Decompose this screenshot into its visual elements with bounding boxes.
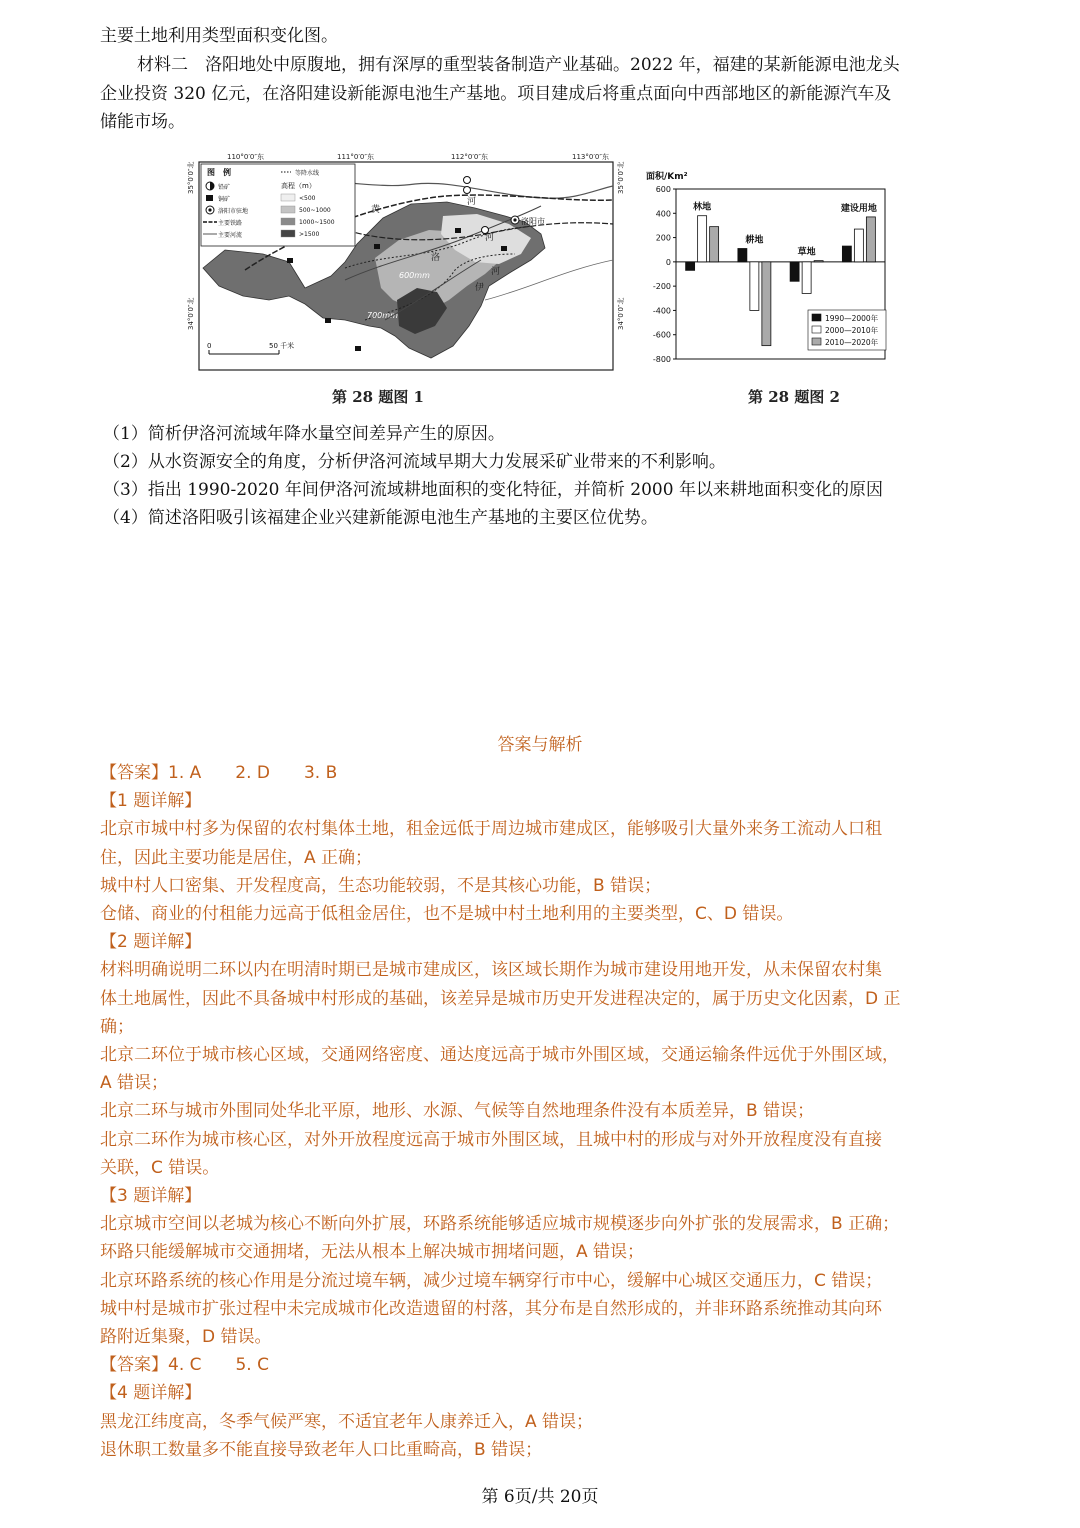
material-line-0: 主要土地利用类型面积变化图。 bbox=[100, 26, 338, 46]
lon-label: 112°0′0″东 bbox=[451, 153, 488, 161]
copper-mine-icon bbox=[455, 228, 461, 233]
answer-line: 环路只能缓解城市交通拥堵，无法从根本上解决城市拥堵问题，A 错误； bbox=[100, 1242, 645, 1263]
lead-mine-icon bbox=[464, 187, 471, 194]
bar-0-2 bbox=[710, 227, 719, 262]
category-label: 建设用地 bbox=[840, 203, 877, 214]
answer-line: 北京城市空间以老城为核心不断向外扩展，环路系统能够适应城市规模逐步向外扩张的发展需求，B 正确； bbox=[100, 1214, 900, 1235]
lon-label: 113°0′0″东 bbox=[572, 153, 609, 161]
question-3: （3）指出 1990-2020 年间伊洛河流域耕地面积的变化特征，并简析 2000 年以来耕地面积变化的原因 bbox=[103, 480, 883, 500]
material-line-3: 储能市场。 bbox=[100, 112, 185, 132]
legend-swatch bbox=[812, 338, 821, 345]
lat-label: 35°0′0″北 bbox=[617, 161, 625, 194]
y-tick-label: -400 bbox=[652, 306, 671, 316]
bar-2-2 bbox=[814, 261, 823, 262]
legend-label: 2000—2010年 bbox=[825, 326, 879, 335]
bar-3-0 bbox=[842, 246, 851, 262]
answer-line: 北京环路系统的核心作用是分流过境车辆，减少过境车辆穿行市中心，缓解中心城区交通压力，C 错误； bbox=[100, 1270, 883, 1291]
legend-item: 等降水线 bbox=[295, 170, 320, 177]
answer-line: 北京二环位于城市核心区域，交通网络密度、通达度远高于城市外围区域，交通运输条件远优于外围区域， bbox=[100, 1045, 899, 1065]
bar-1-1 bbox=[750, 262, 759, 311]
answer-line: 黑龙江纬度高，冬季气候严寒，不适宜老年人康养迁入，A 错误； bbox=[100, 1411, 594, 1432]
bar-0-1 bbox=[698, 216, 707, 262]
river-label: 洛 bbox=[431, 253, 441, 263]
question-1: （1）简析伊洛河流域年降水量空间差异产生的原因。 bbox=[103, 424, 505, 444]
bar-3-2 bbox=[866, 217, 875, 262]
y-tick-label: -800 bbox=[652, 355, 671, 364]
answer-line: 北京市城中村多为保留的农村集体土地，租金远低于周边城市建成区，能够吸引大量外来务工流动人口租 bbox=[100, 819, 882, 840]
river-label: 伊 bbox=[475, 283, 485, 293]
answer-line: 退休职工数量多不能直接导致老年人口比重畸高，B 错误； bbox=[100, 1439, 543, 1460]
answer-line: 住，因此主要功能是居住，A 正确； bbox=[100, 847, 373, 868]
legend-swatch bbox=[812, 314, 821, 321]
isohyet-label: 600mm bbox=[399, 271, 430, 280]
y-tick-label: -200 bbox=[652, 282, 671, 292]
elevation-class: 1000~1500 bbox=[299, 219, 335, 226]
river-label: 河 bbox=[491, 267, 501, 277]
answer-line: 【3 题详解】 bbox=[100, 1186, 202, 1206]
legend-item: 洛阳市驻地 bbox=[218, 208, 249, 215]
city-label: 洛阳市 bbox=[521, 217, 545, 226]
material-line-2: 企业投资 320 亿元，在洛阳建设新能源电池生产基地。项目建成后将重点面向中西部地区的新能源汽车及 bbox=[100, 84, 892, 104]
bar-0-0 bbox=[686, 262, 695, 271]
legend-label: 2010—2020年 bbox=[825, 338, 879, 347]
bar-3-1 bbox=[854, 229, 863, 262]
scale-label: 50 千米 bbox=[269, 342, 295, 350]
answer-line: 【2 题详解】 bbox=[100, 932, 202, 953]
lat-label: 35°0′0″北 bbox=[187, 161, 195, 194]
legend-item: 铅矿 bbox=[218, 184, 231, 191]
answer-line: 【4 题详解】 bbox=[100, 1383, 202, 1404]
legend-label: 1990—2000年 bbox=[825, 314, 879, 323]
lat-label: 34°0′0″北 bbox=[187, 297, 195, 330]
legend-item: 主要铁路 bbox=[218, 220, 243, 227]
answer-line: 路附近集聚，D 错误。 bbox=[100, 1327, 272, 1347]
page-footer: 第 6页/共 20页 bbox=[481, 1487, 599, 1507]
legend-swatch bbox=[812, 326, 821, 333]
figure-1-map bbox=[185, 150, 625, 375]
figure-2-bar-chart bbox=[640, 163, 900, 373]
lon-label: 110°0′0″东 bbox=[227, 153, 264, 161]
bar-2-1 bbox=[802, 262, 811, 294]
answer-line: 【答案】1. A 2. D 3. B bbox=[100, 763, 338, 783]
answer-line: 城中村是城市扩张过程中未完成城市化改造遗留的村落，其分布是自然形成的，并非环路系统推动其向环 bbox=[100, 1298, 882, 1319]
answer-line: 体土地属性，因此不具备城中村形成的基础，该差异是城市历史开发进程决定的，属于历史文化因素，D 正 bbox=[100, 988, 901, 1009]
bar-1-2 bbox=[762, 262, 771, 346]
question-2: （2）从水资源安全的角度，分析伊洛河流域早期大力发展采矿业带来的不利影响。 bbox=[103, 452, 726, 472]
lon-label: 111°0′0″东 bbox=[337, 153, 374, 161]
answer-line: 【1 题详解】 bbox=[100, 791, 202, 812]
bar-1-0 bbox=[738, 249, 747, 262]
y-tick-label: 600 bbox=[655, 185, 671, 194]
river-label: 河 bbox=[485, 233, 495, 243]
legend-item: 主要河流 bbox=[218, 232, 243, 239]
copper-mine-icon bbox=[325, 318, 331, 323]
chart-ylabel: 面积/Km² bbox=[646, 172, 688, 182]
elevation-title: 高程（m） bbox=[281, 182, 316, 190]
elevation-class: 500~1000 bbox=[299, 207, 331, 214]
copper-mine-icon bbox=[355, 346, 361, 351]
scale-label: 0 bbox=[207, 342, 212, 350]
river-label: 黄 bbox=[371, 205, 381, 215]
lat-label: 34°0′0″北 bbox=[617, 297, 625, 330]
answer-line: 确； bbox=[100, 1016, 134, 1037]
figure-2-caption: 第 28 题图 2 bbox=[748, 388, 840, 406]
legend-title: 图 例 bbox=[207, 168, 231, 177]
lead-mine-icon bbox=[464, 177, 471, 184]
elevation-class: <500 bbox=[299, 195, 316, 202]
bar-2-0 bbox=[790, 262, 799, 281]
answer-line: 关联，C 错误。 bbox=[100, 1157, 220, 1178]
answer-line: 【答案】4. C 5. C bbox=[100, 1355, 269, 1376]
y-tick-label: 200 bbox=[655, 233, 671, 243]
figure-1-caption: 第 28 题图 1 bbox=[332, 388, 424, 406]
river-label: 河 bbox=[467, 197, 477, 207]
category-label: 耕地 bbox=[745, 235, 764, 246]
answer-line: A 错误； bbox=[100, 1073, 169, 1094]
answer-line: 北京二环作为城市核心区，对外开放程度远高于城市外围区域，且城中村的形成与对外开放程度没有直接 bbox=[100, 1129, 882, 1150]
copper-mine-icon bbox=[287, 258, 293, 263]
material-line-1: 材料二 洛阳地处中原腹地，拥有深厚的重型装备制造产业基础。2022 年，福建的某新能源电池龙头 bbox=[137, 55, 900, 75]
copper-mine-icon bbox=[374, 244, 380, 249]
copper-mine-icon bbox=[206, 195, 213, 201]
y-tick-label: 400 bbox=[655, 209, 671, 219]
elevation-class: >1500 bbox=[299, 231, 320, 238]
answer-line: 北京二环与城市外围同处华北平原，地形、水源、气候等自然地理条件没有本质差异，B 错误； bbox=[100, 1101, 815, 1122]
answer-line: 城中村人口密集、开发程度高，生态功能较弱，不是其核心功能，B 错误； bbox=[100, 875, 662, 896]
question-4: （4）简述洛阳吸引该福建企业兴建新能源电池生产基地的主要区位优势。 bbox=[103, 508, 658, 528]
category-label: 草地 bbox=[797, 247, 816, 258]
legend-item: 铜矿 bbox=[218, 196, 231, 203]
y-tick-label: -600 bbox=[652, 330, 671, 340]
copper-mine-icon bbox=[501, 246, 507, 251]
answer-line: 仓储、商业的付租能力远高于低租金居住，也不是城中村土地利用的主要类型，C、D 错误。 bbox=[100, 904, 794, 924]
answers-heading: 答案与解析 bbox=[497, 735, 583, 755]
isohyet-label: 700mm bbox=[367, 311, 398, 320]
answer-line: 材料明确说明二环以内在明清时期已是城市建成区，该区域长期作为城市建设用地开发，从未保留农村集 bbox=[100, 960, 882, 981]
category-label: 林地 bbox=[693, 202, 712, 213]
y-tick-label: 0 bbox=[665, 257, 671, 267]
